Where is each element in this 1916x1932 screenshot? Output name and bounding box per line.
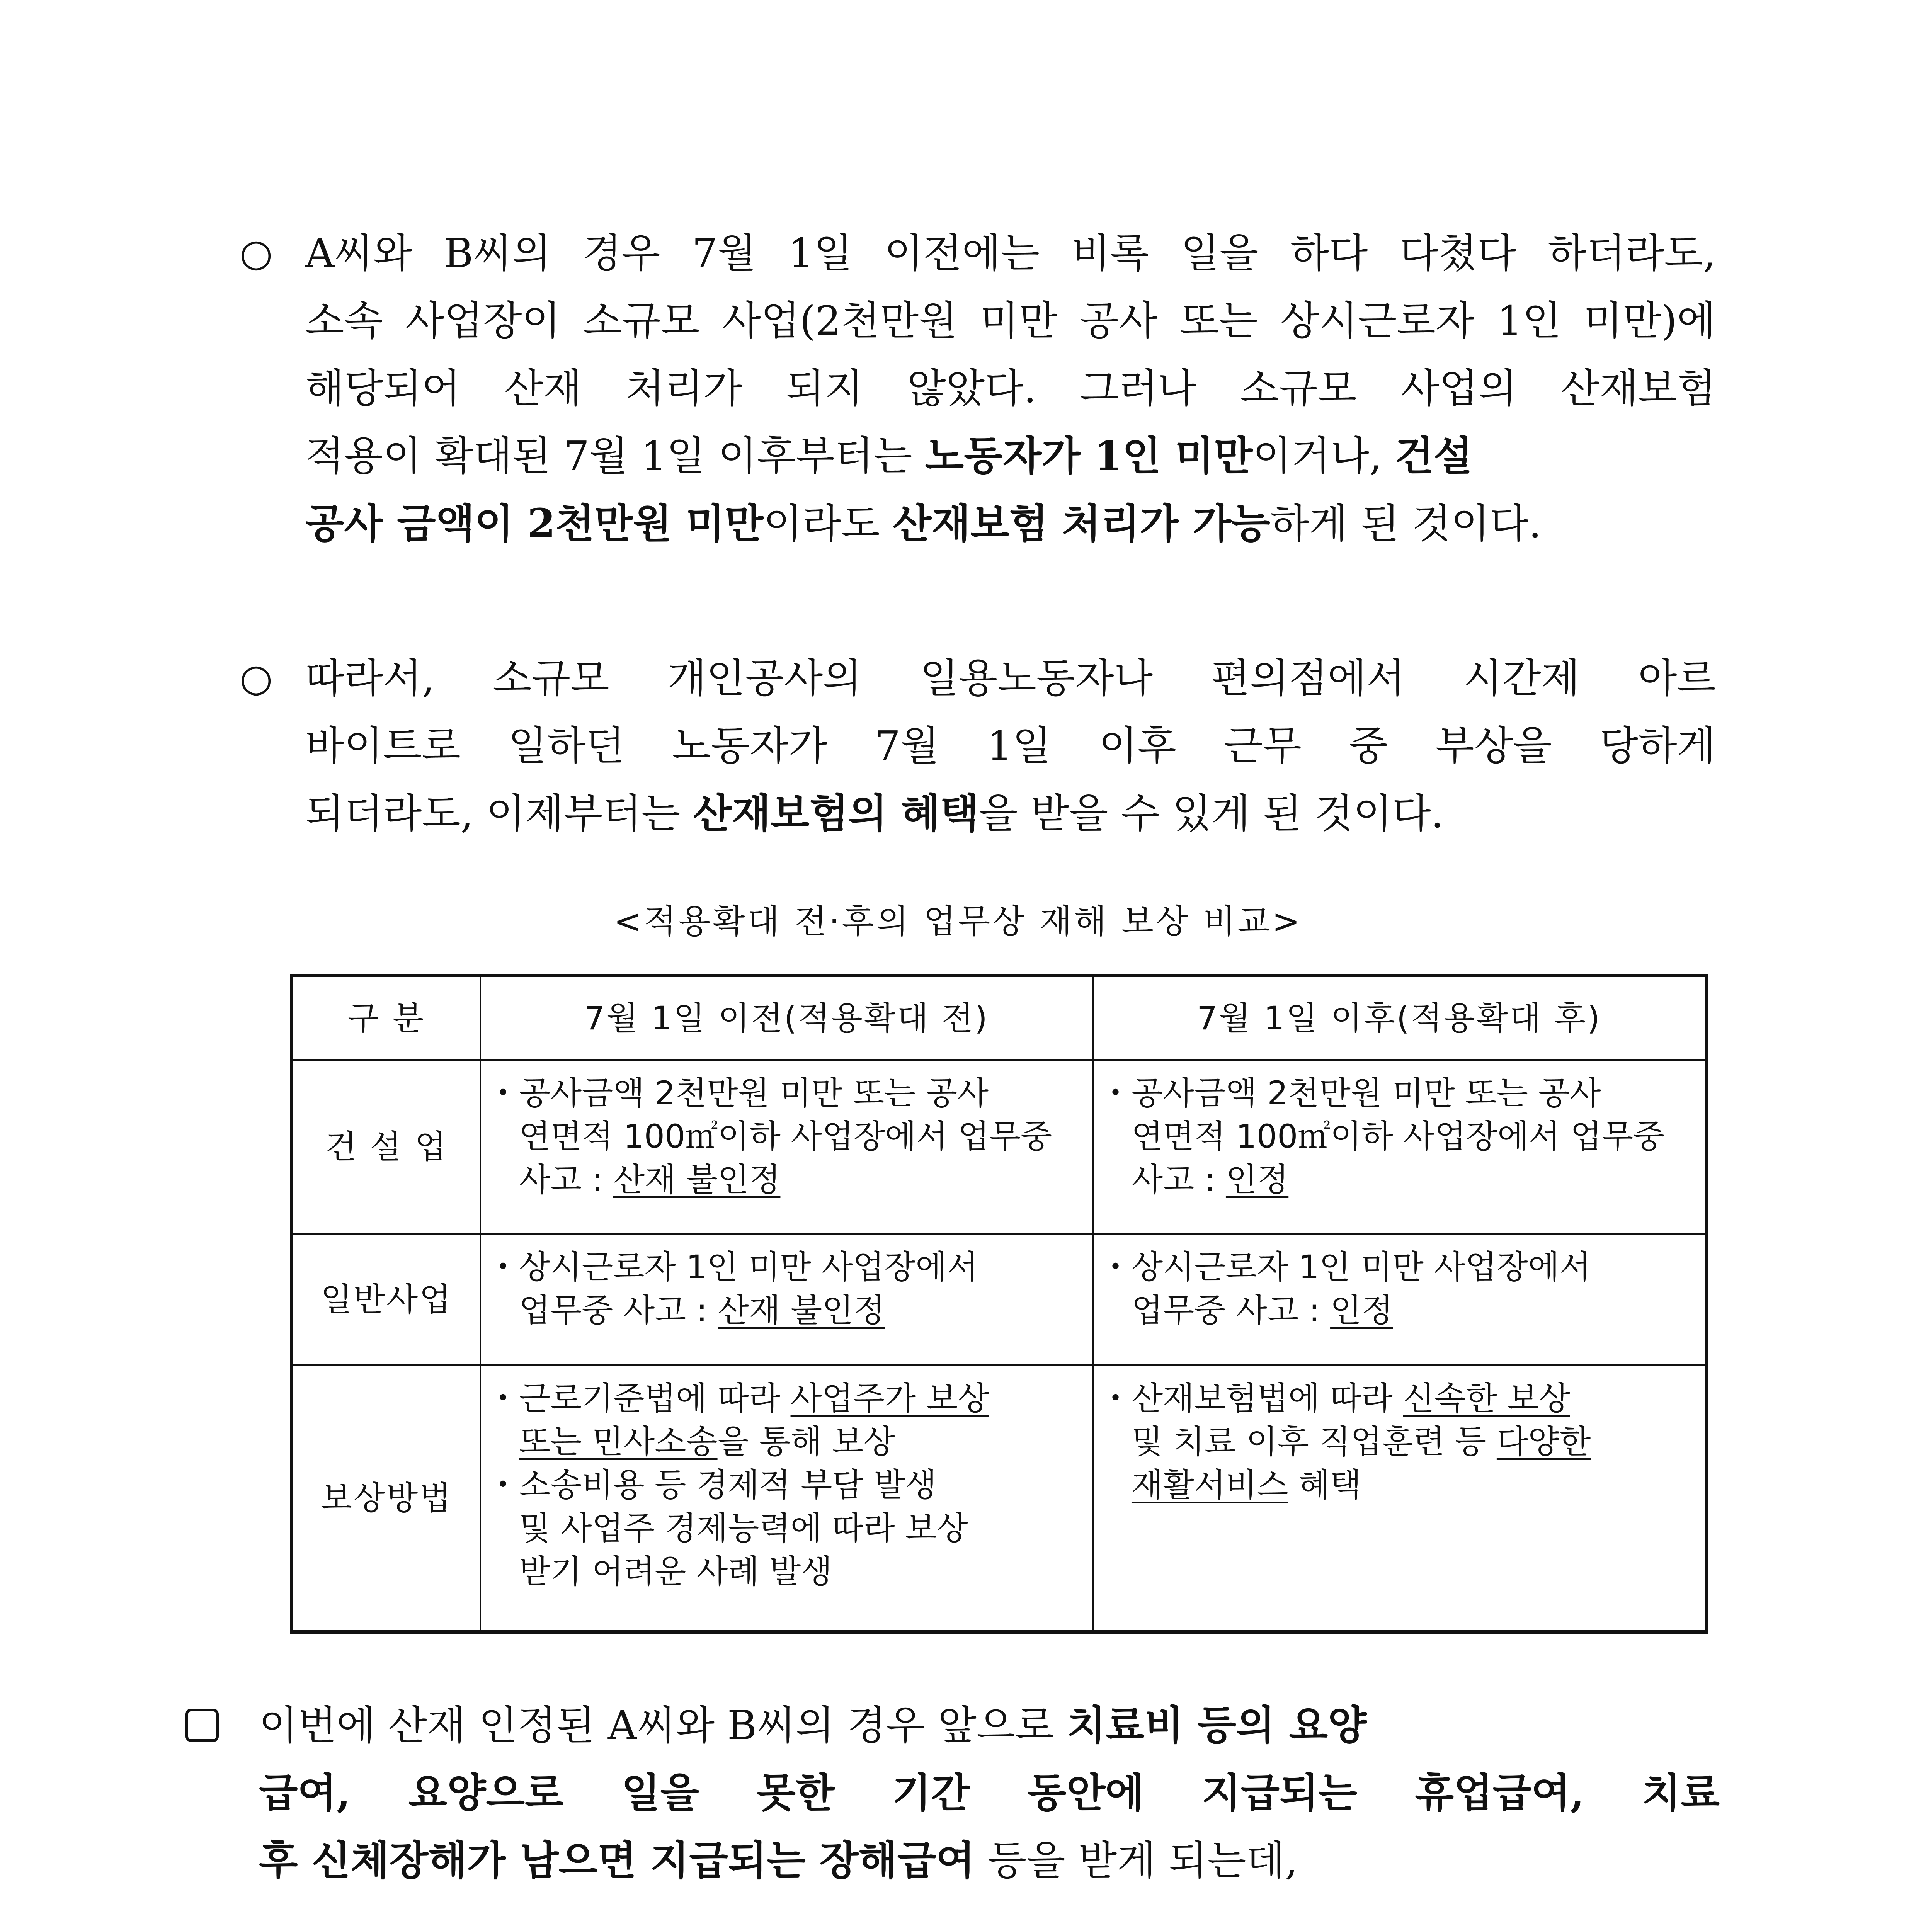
emphasis-text: 건설 <box>1395 432 1473 480</box>
text-run: 근로기준법에 따라 <box>519 1379 791 1417</box>
list-item <box>1109 1071 1693 1201</box>
text-run: 사고 : <box>519 1161 613 1199</box>
text-run: 되더라도, 이제부터는 <box>305 790 693 837</box>
table-row <box>292 1234 1707 1365</box>
text-run: 소송비용 등 경제적 부담 발생 <box>519 1466 937 1504</box>
table-cell <box>1093 1060 1707 1234</box>
text-run: 이라도 <box>763 500 893 547</box>
text-run: 연면적 100㎡이하 사업장에서 업무중 <box>519 1117 1052 1155</box>
text-line: A씨와 B씨의 경우 7월 1일 이전에는 비록 일을 하다 다쳤다 하더라도, <box>305 230 1716 277</box>
row-category: 보상방법 <box>292 1365 481 1632</box>
emphasis-text: 산재보험 처리가 가능 <box>893 500 1270 547</box>
text-run: 적용이 확대된 7월 1일 이후부터는 <box>305 432 925 480</box>
underlined-text: 인정 <box>1330 1291 1393 1329</box>
column-header: 7월 1일 이전(적용확대 전) <box>480 976 1093 1060</box>
underlined-text: 또는 민사소송 <box>519 1423 718 1461</box>
text-run: 연면적 100㎡이하 사업장에서 업무중 <box>1131 1117 1665 1155</box>
text-line <box>305 784 1716 842</box>
text-run: 공사금액 2천만원 미만 또는 공사 <box>519 1074 989 1112</box>
text-run: 사고 : <box>1131 1161 1226 1199</box>
text-run: 및 사업주 경제능력에 따라 보상 <box>519 1509 968 1547</box>
bullet-icon: • <box>1109 1254 1122 1279</box>
list-item <box>497 1245 1081 1332</box>
text-run: 공사금액 2천만원 미만 또는 공사 <box>1131 1074 1601 1112</box>
table-caption: <적용확대 전·후의 업무상 재해 보상 비교> <box>614 902 1302 941</box>
list-item <box>1109 1245 1693 1332</box>
bullet-icon: • <box>497 1472 510 1497</box>
checkbox-square-icon <box>185 1709 219 1742</box>
underlined-text: 다양한 <box>1496 1423 1591 1461</box>
list-item <box>497 1071 1081 1201</box>
text-run: 이거나, <box>1252 432 1395 480</box>
table-cell <box>480 1234 1093 1365</box>
text-run: 업무중 사고 : <box>1131 1291 1331 1329</box>
circle-bullet-icon: ○ <box>240 656 273 700</box>
text-line <box>259 1832 1720 1889</box>
bullet-icon: • <box>1109 1386 1122 1411</box>
emphasis-text: 노동자가 1인 미만 <box>925 432 1253 480</box>
text-line: 소속 사업장이 소규모 사업(2천만원 미만 공사 또는 상시근로자 1인 미만)에 <box>305 297 1716 344</box>
column-header: 7월 1일 이후(적용확대 후) <box>1093 976 1707 1060</box>
underlined-text: 신속한 보상 <box>1403 1379 1570 1417</box>
text-run: 업무중 사고 : <box>519 1291 718 1329</box>
text-run: 및 치료 이후 직업훈련 등 <box>1131 1423 1497 1461</box>
text-run: 하게 된 것이다. <box>1270 500 1542 547</box>
underlined-text: 사업주가 보상 <box>790 1379 989 1417</box>
text-line <box>305 427 1716 485</box>
underlined-text: 인정 <box>1225 1161 1289 1199</box>
emphasis-text: 치료비 등의 요양 <box>1067 1701 1367 1749</box>
text-run: 이번에 산재 인정된 A씨와 B씨의 경우 앞으로 <box>259 1702 1067 1749</box>
text-line: 바이트로 일하던 노동자가 7월 1일 이후 근무 중 부상을 당하게 <box>305 722 1716 769</box>
underlined-text: 재활서비스 <box>1131 1466 1288 1504</box>
circle-bullet-icon: ○ <box>240 231 273 275</box>
bullet-icon: • <box>497 1080 510 1105</box>
text-line <box>259 1696 1720 1754</box>
text-run: 상시근로자 1인 미만 사업장에서 <box>1131 1248 1591 1286</box>
text-line: 해당되어 산재 처리가 되지 않았다. 그러나 소규모 사업의 산재보험 <box>305 365 1716 412</box>
underlined-text: 산재 불인정 <box>718 1291 885 1329</box>
text-line <box>305 495 1716 553</box>
table-header-row <box>292 976 1707 1060</box>
text-run: 상시근로자 1인 미만 사업장에서 <box>519 1248 978 1286</box>
row-category: 건 설 업 <box>292 1060 481 1234</box>
bullet-icon: • <box>497 1254 510 1279</box>
table-cell <box>1093 1365 1707 1632</box>
list-item <box>497 1377 1081 1463</box>
comparison-table <box>290 974 1708 1634</box>
underlined-text: 산재 불인정 <box>613 1161 781 1199</box>
bullet-icon: • <box>497 1386 510 1411</box>
text-line: 따라서, 소규모 개인공사의 일용노동자나 편의점에서 시간제 아르 <box>305 655 1716 702</box>
emphasis-text: 산재보험의 혜택 <box>693 789 979 837</box>
emphasis-text: 공사 금액이 2천만원 미만 <box>305 500 764 547</box>
column-header: 구 분 <box>292 976 481 1060</box>
row-category: 일반사업 <box>292 1234 481 1365</box>
table-row <box>292 1060 1707 1234</box>
text-run: 등을 받게 되는데, <box>975 1837 1298 1884</box>
list-item <box>497 1463 1081 1593</box>
table-cell <box>480 1060 1093 1234</box>
text-run: 혜택 <box>1288 1466 1361 1504</box>
bullet-icon: • <box>1109 1080 1122 1105</box>
text-run: 받기 어려운 사례 발생 <box>519 1553 832 1590</box>
list-item <box>1109 1377 1693 1507</box>
table-cell <box>1093 1234 1707 1365</box>
text-run: 을 통해 보상 <box>717 1423 895 1461</box>
table-row <box>292 1365 1707 1632</box>
emphasis-text: 후 신체장해가 남으면 지급되는 장해급여 <box>259 1837 975 1884</box>
text-run: 을 받을 수 있게 된 것이다. <box>978 790 1444 837</box>
table-cell <box>480 1365 1093 1632</box>
text-line: 급여, 요양으로 일을 못한 기간 동안에 지급되는 휴업급여, 치료 <box>259 1769 1720 1816</box>
text-run: 산재보험법에 따라 <box>1131 1379 1403 1417</box>
